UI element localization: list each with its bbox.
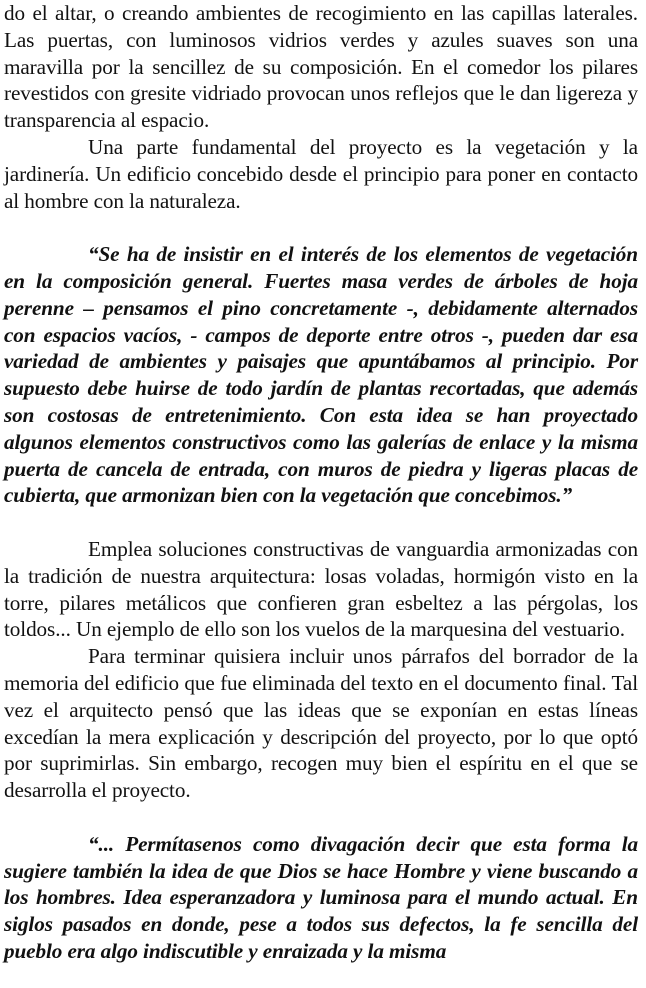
paragraph-construction-solutions: Emplea soluciones constructivas de vanguardia armonizadas con la tradición de nuestra arquitectura: losas voladas, hormigón visto en la torre, pilares metálicos que confieren gran esbeltez a las pérgolas, los toldos... Un ejemplo de ello son los vuelos de la marquesina del vestuario. — [4, 536, 638, 642]
paragraph-chapel-doors: do el altar, o creando ambientes de recogimiento en las capillas laterales. Las puertas, con luminosos vidrios verdes y azules suaves son una maravilla por la sencillez de su composición. En el comedor los pilares revestidos con gresite vidriado provocan unos reflejos que le dan ligereza y transparencia al espacio. — [4, 1, 638, 133]
quote-divagation: “... Permítasenos como divagación decir que esta forma la sugiere también la idea de que Dios se hace Hombre y viene buscando a los hombres. Idea esperanzadora y luminosa para el mundo actual. En siglos pasados en donde, pese a todos sus defectos, la fe sencilla del pueblo era algo indiscutible y enraizada y la misma — [4, 831, 638, 963]
quote-vegetation: “Se ha de insistir en el interés de los elementos de vegetación en la composición general. Fuertes masa verdes de árboles de hoja perenne – pensamos el pino concretamente -, debidamente alternados con espacios vacíos, - campos de deporte entre otros -, pueden dar esa variedad de ambientes y paisajes que apuntábamos al principio. Por supuesto debe huirse de todo jardín de plantas recortadas, que además son costosas de entretenimiento. Con esta idea se han proyectado algunos elementos constructivos como las galerías de enlace y la misma puerta de cancela de entrada, con muros de piedra y ligeras placas de cubierta, que armonizan bien con la vegetación que concebimos.” — [4, 242, 638, 508]
document-page — [4, 0, 638, 965]
paragraph-vegetation-intro: Una parte fundamental del proyecto es la vegetación y la jardinería. Un edificio concebido desde el principio para poner en contacto al hombre con la naturaleza. — [4, 134, 638, 213]
paragraph-draft-memoir: Para terminar quisiera incluir unos párrafos del borrador de la memoria del edificio que fue eliminada del texto en el documento final. Tal vez el arquitecto pensó que las ideas que se exponían en estas líneas excedían la mera explicación y descripción del proyecto, por lo que optó por suprimirlas. Sin embargo, recogen muy bien el espíritu en el que se desarrolla el proyecto. — [4, 644, 638, 803]
